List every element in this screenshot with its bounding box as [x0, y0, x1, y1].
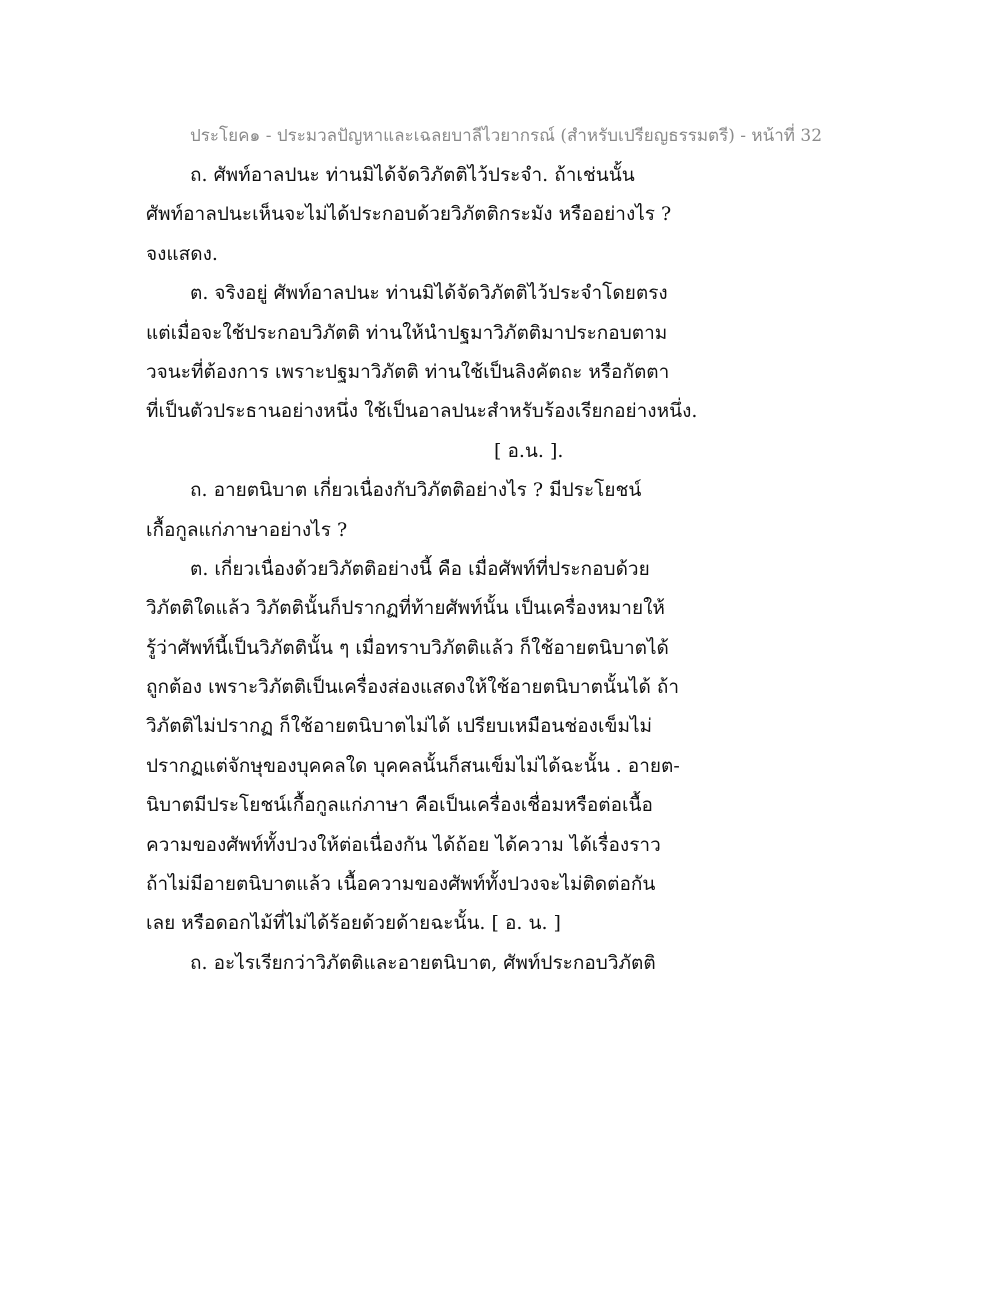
text-line: วิภัตติใดแล้ว วิภัตตินั้นก็ปรากฏที่ท้ายศัพท์นั้น เป็นเครื่องหมายให้: [146, 597, 665, 620]
answer-line: ต. จริงอยู่ ศัพท์อาลปนะ ท่านมิได้จัดวิภัตติไว้ประจำโดยตรง: [190, 282, 668, 305]
text-line: แต่เมื่อจะใช้ประกอบวิภัตติ ท่านให้นำปฐมาวิภัตติมาประกอบตาม: [146, 321, 668, 344]
text-line: เกื้อกูลแก่ภาษาอย่างไร ?: [146, 518, 348, 541]
reference-line: [ อ.น. ].: [494, 439, 564, 462]
text-line: วจนะที่ต้องการ เพราะปฐมาวิภัตติ ท่านใช้เป็นลิงคัตถะ หรือกัตตา: [146, 360, 670, 383]
text-line: ถ้าไม่มีอายตนิบาตแล้ว เนื้อความของศัพท์ทั้งปวงจะไม่ติดต่อกัน: [146, 873, 656, 896]
text-line: ศัพท์อาลปนะเห็นจะไม่ได้ประกอบด้วยวิภัตติกระมัง หรืออย่างไร ?: [146, 203, 672, 226]
text-line: รู้ว่าศัพท์นี้เป็นวิภัตตินั้น ๆ เมื่อทราบวิภัตติแล้ว ก็ใช้อายตนิบาตได้: [146, 636, 669, 659]
document-body: [146, 156, 706, 983]
text-line: จงแสดง.: [146, 242, 218, 265]
question-line: ถ. อายตนิบาต เกี่ยวเนื่องกับวิภัตติอย่างไร ? มีประโยชน์: [190, 479, 642, 502]
text-line: ที่เป็นตัวประธานอย่างหนึ่ง ใช้เป็นอาลปนะสำหรับร้องเรียกอย่างหนึ่ง.: [146, 400, 698, 423]
page-header: ประโยค๑ - ประมวลปัญหาและเฉลยบาลีไวยากรณ์ (สำหรับเปรียญธรรมตรี) - หน้าที่ 32: [190, 126, 823, 146]
text-line: นิบาตมีประโยชน์เกื้อกูลแก่ภาษา คือเป็นเครื่องเชื่อมหรือต่อเนื้อ: [146, 794, 653, 817]
text-line: ปรากฏแต่จักษุของบุคคลใด บุคคลนั้นก็สนเข็มไม่ได้ฉะนั้น . อายต-: [146, 754, 680, 777]
text-line: เลย หรือดอกไม้ที่ไม่ได้ร้อยด้วยด้ายฉะนั้น. [ อ. น. ]: [146, 912, 561, 935]
text-line: ถูกต้อง เพราะวิภัตติเป็นเครื่องส่องแสดงให้ใช้อายตนิบาตนั้นได้ ถ้า: [146, 676, 680, 699]
text-line: วิภัตติไม่ปรากฏ ก็ใช้อายตนิบาตไม่ได้ เปรียบเหมือนช่องเข็มไม่: [146, 715, 653, 738]
answer-line: ต. เกี่ยวเนื่องด้วยวิภัตติอย่างนี้ คือ เมื่อศัพท์ที่ประกอบด้วย: [190, 557, 650, 580]
question-line: ถ. ศัพท์อาลปนะ ท่านมิได้จัดวิภัตติไว้ประจำ. ถ้าเช่นนั้น: [190, 164, 635, 186]
question-line: ถ. อะไรเรียกว่าวิภัตติและอายตนิบาต, ศัพท์ประกอบวิภัตติ: [190, 951, 656, 974]
text-line: ความของศัพท์ทั้งปวงให้ต่อเนื่องกัน ได้ถ้อย ได้ความ ได้เรื่องราว: [146, 833, 661, 856]
